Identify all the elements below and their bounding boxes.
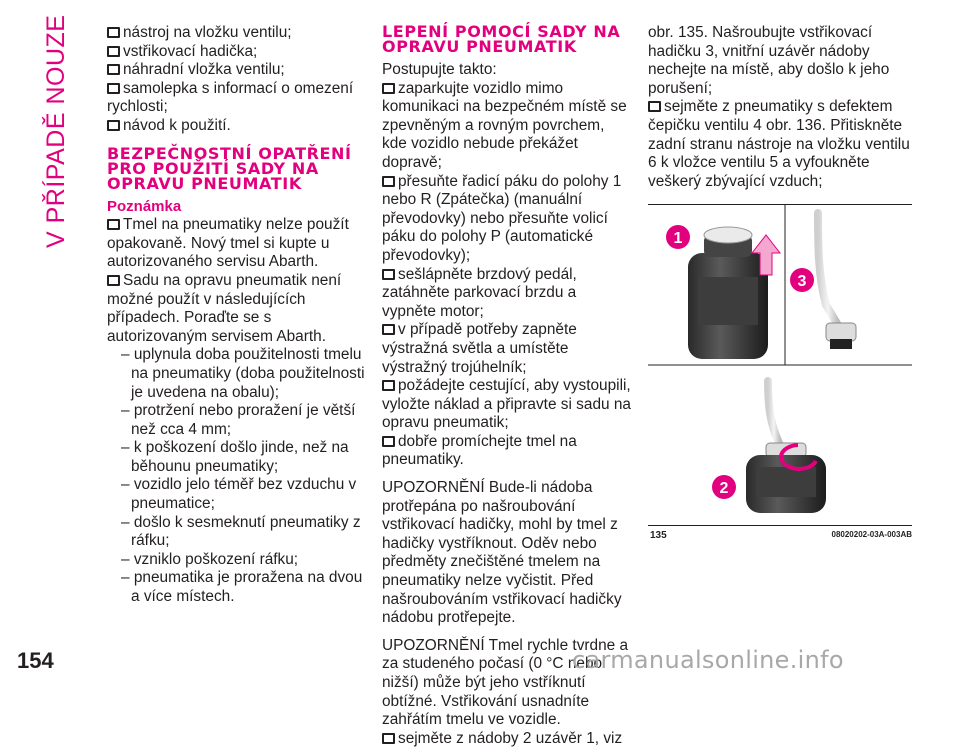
callout-3-label: 3 xyxy=(797,273,807,290)
note-label: Poznámka xyxy=(107,197,182,215)
column-1 xyxy=(107,24,367,607)
dash-item: – k poškození došlo jinde, než na běhounu pneumatiky; xyxy=(121,439,349,475)
safety-heading: BEZPEČNOSTNÍ OPATŘENÍ PRO POUŽITÍ SADY NA OPRAVU PNEUMATIK xyxy=(107,143,352,193)
checkbox-icon xyxy=(382,436,395,447)
figure-135 xyxy=(648,204,912,526)
checkbox-icon xyxy=(107,120,120,131)
checkbox-icon xyxy=(382,176,395,187)
figure-code: 08020202-03A-003AB xyxy=(831,530,912,539)
list-item: Tmel na pneumatiky nelze použít opakovaně. Nový tmel si kupte u autorizovaného servisu Abarth. xyxy=(107,216,349,271)
dash-item: – vozidlo jelo téměř bez vzduchu v pneumatice; xyxy=(121,476,357,513)
text-top: obr. 135. Našroubujte vstřikovací hadičku 3, vnitřní uzávěr nádoby nechejte na místě, aby došlo k jeho porušení; xyxy=(648,24,890,97)
dash-item: – vzniklo poškození ráfku; xyxy=(121,550,299,568)
warning-cold: UPOZORNĚNÍ Tmel rychle tvrdne a za studeného počasí (0 °C nebo nižší) může být jeho vstříknutí obtížné. Vstřikování usnadníte zahřátím tmelu ve vozidle. xyxy=(382,636,629,729)
checkbox-icon xyxy=(107,27,120,38)
list-item: nástroj na vložku ventilu; xyxy=(107,24,367,43)
dash-item: – protržení nebo proražení je větší než cca 4 mm; xyxy=(121,402,356,438)
list-item: Sadu na opravu pneumatik není možné použít v následujících případech. Poraďte se s autorizovaným servisem Abarth. xyxy=(107,271,342,345)
column-3 xyxy=(648,24,910,191)
watermark: carmanualsonline.info xyxy=(572,646,844,674)
figure-number: 135 xyxy=(650,530,667,541)
list-item: sejměte z pneumatiky s defektem čepičku ventilu 4 obr. 136. Přitiskněte zadní stranu nástroje na vložku ventilu 6 k vložce ventilu 5 a vyfoukněte veškerý zbývající vzduch; xyxy=(648,98,910,190)
page-number: 154 xyxy=(17,648,54,673)
list-item: v případě potřeby zapněte výstražná světla a umístěte výstražný trojúhelník; xyxy=(382,321,577,376)
list-item: požádejte cestující, aby vystoupili, vyložte náklad a připravte si sadu na opravu pneumatik; xyxy=(382,377,631,432)
checkbox-icon xyxy=(107,275,120,286)
list-item: vstřikovací hadička; xyxy=(107,43,367,62)
checkbox-icon xyxy=(107,83,120,94)
checkbox-icon xyxy=(107,219,120,230)
list-item: sešlápněte brzdový pedál, zatáhněte parkovací brzdu a vypněte motor; xyxy=(382,265,577,320)
section-title: V PŘÍPADĚ NOUZE xyxy=(42,14,70,248)
list-item: návod k použití. xyxy=(107,117,367,136)
dash-item: – uplynula doba použitelnosti tmelu na pneumatiky (doba použitelnosti je uvedena na obalu); xyxy=(121,346,365,401)
checkbox-icon xyxy=(107,64,120,75)
checkbox-icon xyxy=(107,46,120,57)
bottle-with-cap xyxy=(688,227,768,359)
sealant-illustration xyxy=(648,205,912,525)
list-item: sejměte z nádoby 2 uzávěr 1, viz xyxy=(382,730,632,748)
column-2 xyxy=(382,24,632,748)
repair-heading: LEPENÍ POMOCÍ SADY NA OPRAVU PNEUMATIK xyxy=(382,22,621,56)
list-item: samolepka s informací o omezení rychlosti; xyxy=(107,79,354,116)
injection-hose xyxy=(818,213,856,349)
intro-text: Postupujte takto: xyxy=(382,61,497,78)
checkbox-icon xyxy=(382,324,395,335)
warning-shake: UPOZORNĚNÍ Bude-li nádoba protřepána po našroubování vstřikovací hadičky, mohl by tmel z hadičky vystříknout. Oděv nebo předměty znečištěné tmelem na pneumatiky nelze vyčistit. Před našroubováním vstřikovací hadičky nádobu protřepejte. xyxy=(382,479,622,627)
list-item: náhradní vložka ventilu; xyxy=(107,61,367,80)
checkbox-icon xyxy=(382,83,395,94)
list-item: přesuňte řadicí páku do polohy 1 nebo R (Zpátečka) (manuální převodovky) nebo přesuňte volicí páku do polohy P (automatické převodovky); xyxy=(382,172,622,264)
checkbox-icon xyxy=(648,101,661,112)
checkbox-icon xyxy=(382,380,395,391)
dash-item: – došlo k sesmeknutí pneumatiky z ráfku; xyxy=(121,513,361,550)
checkbox-icon xyxy=(382,269,395,280)
list-item: zaparkujte vozidlo mimo komunikaci na bezpečném místě se zpevněným a rovným povrchem, kde vozidlo nebude překážet dopravě; xyxy=(382,79,627,171)
callout-2-label: 2 xyxy=(719,480,729,497)
checkbox-icon xyxy=(382,733,395,744)
dash-item: – pneumatika je proražena na dvou a více místech. xyxy=(121,569,363,606)
list-item: dobře promíchejte tmel na pneumatiky. xyxy=(382,432,577,469)
callout-1-label: 1 xyxy=(673,230,683,247)
